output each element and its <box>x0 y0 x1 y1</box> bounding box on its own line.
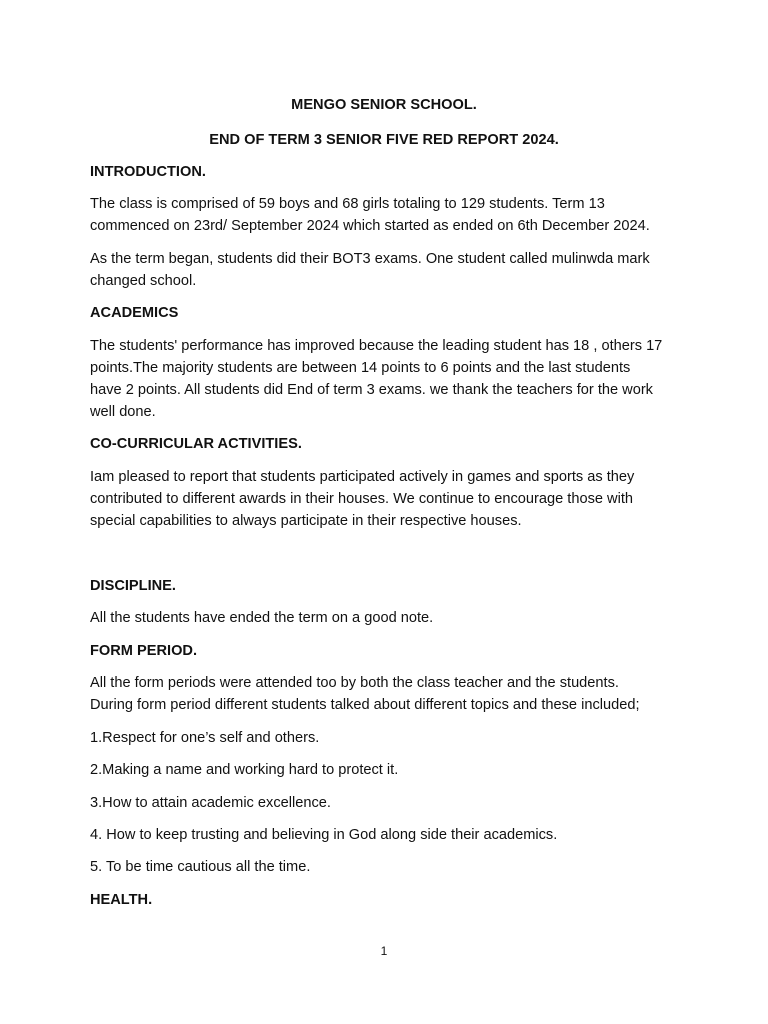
form-period-paragraph-line: During form period different students talked about different topics and these included; <box>90 697 640 713</box>
co-curricular-paragraph-line: contributed to different awards in their houses. We continue to encourage those with <box>90 491 634 507</box>
form-period-list-item: 4. How to keep trusting and believing in God along side their academics. <box>90 827 558 843</box>
form-period-list-item: 1.Respect for one’s self and others. <box>90 730 320 746</box>
co-curricular-paragraph-line: special capabilities to always participate in their respective houses. <box>90 513 522 529</box>
academics-paragraph-line: have 2 points. All students did End of term 3 exams. we thank the teachers for the work <box>90 382 653 398</box>
page-number: 1 <box>380 944 388 958</box>
introduction-paragraph-line: As the term began, students did their BOT3 exams. One student called mulinwda mark <box>90 251 650 267</box>
co-curricular-paragraph-line: Iam pleased to report that students participated actively in games and sports as they <box>90 469 635 485</box>
form-period-paragraph-line: All the form periods were attended too by both the class teacher and the students. <box>90 675 619 691</box>
introduction-paragraph-line: changed school. <box>90 273 197 289</box>
form-period-list-item: 5. To be time cautious all the time. <box>90 859 311 875</box>
introduction-paragraph-line: commenced on 23rd/ September 2024 which started as ended on 6th December 2024. <box>90 218 650 234</box>
form-period-list-item: 2.Making a name and working hard to protect it. <box>90 762 399 778</box>
introduction-paragraph-line: The class is comprised of 59 boys and 68 girls totaling to 129 students. Term 13 <box>90 196 605 212</box>
academics-heading: ACADEMICS <box>90 305 179 321</box>
academics-paragraph-line: The students' performance has improved because the leading student has 18 , others 17 <box>90 338 663 354</box>
report-title: END OF TERM 3 SENIOR FIVE RED REPORT 2024. <box>209 132 559 148</box>
school-name: MENGO SENIOR SCHOOL. <box>291 97 477 113</box>
academics-paragraph-line: points.The majority students are between 14 points to 6 points and the last students <box>90 360 631 376</box>
form-period-heading: FORM PERIOD. <box>90 643 198 659</box>
health-heading: HEALTH. <box>90 892 153 908</box>
introduction-heading: INTRODUCTION. <box>90 164 206 180</box>
discipline-heading: DISCIPLINE. <box>90 578 176 594</box>
academics-paragraph-line: well done. <box>90 404 156 420</box>
discipline-paragraph: All the students have ended the term on a good note. <box>90 610 434 626</box>
co-curricular-heading: CO-CURRICULAR ACTIVITIES. <box>90 436 302 452</box>
form-period-list-item: 3.How to attain academic excellence. <box>90 795 331 811</box>
